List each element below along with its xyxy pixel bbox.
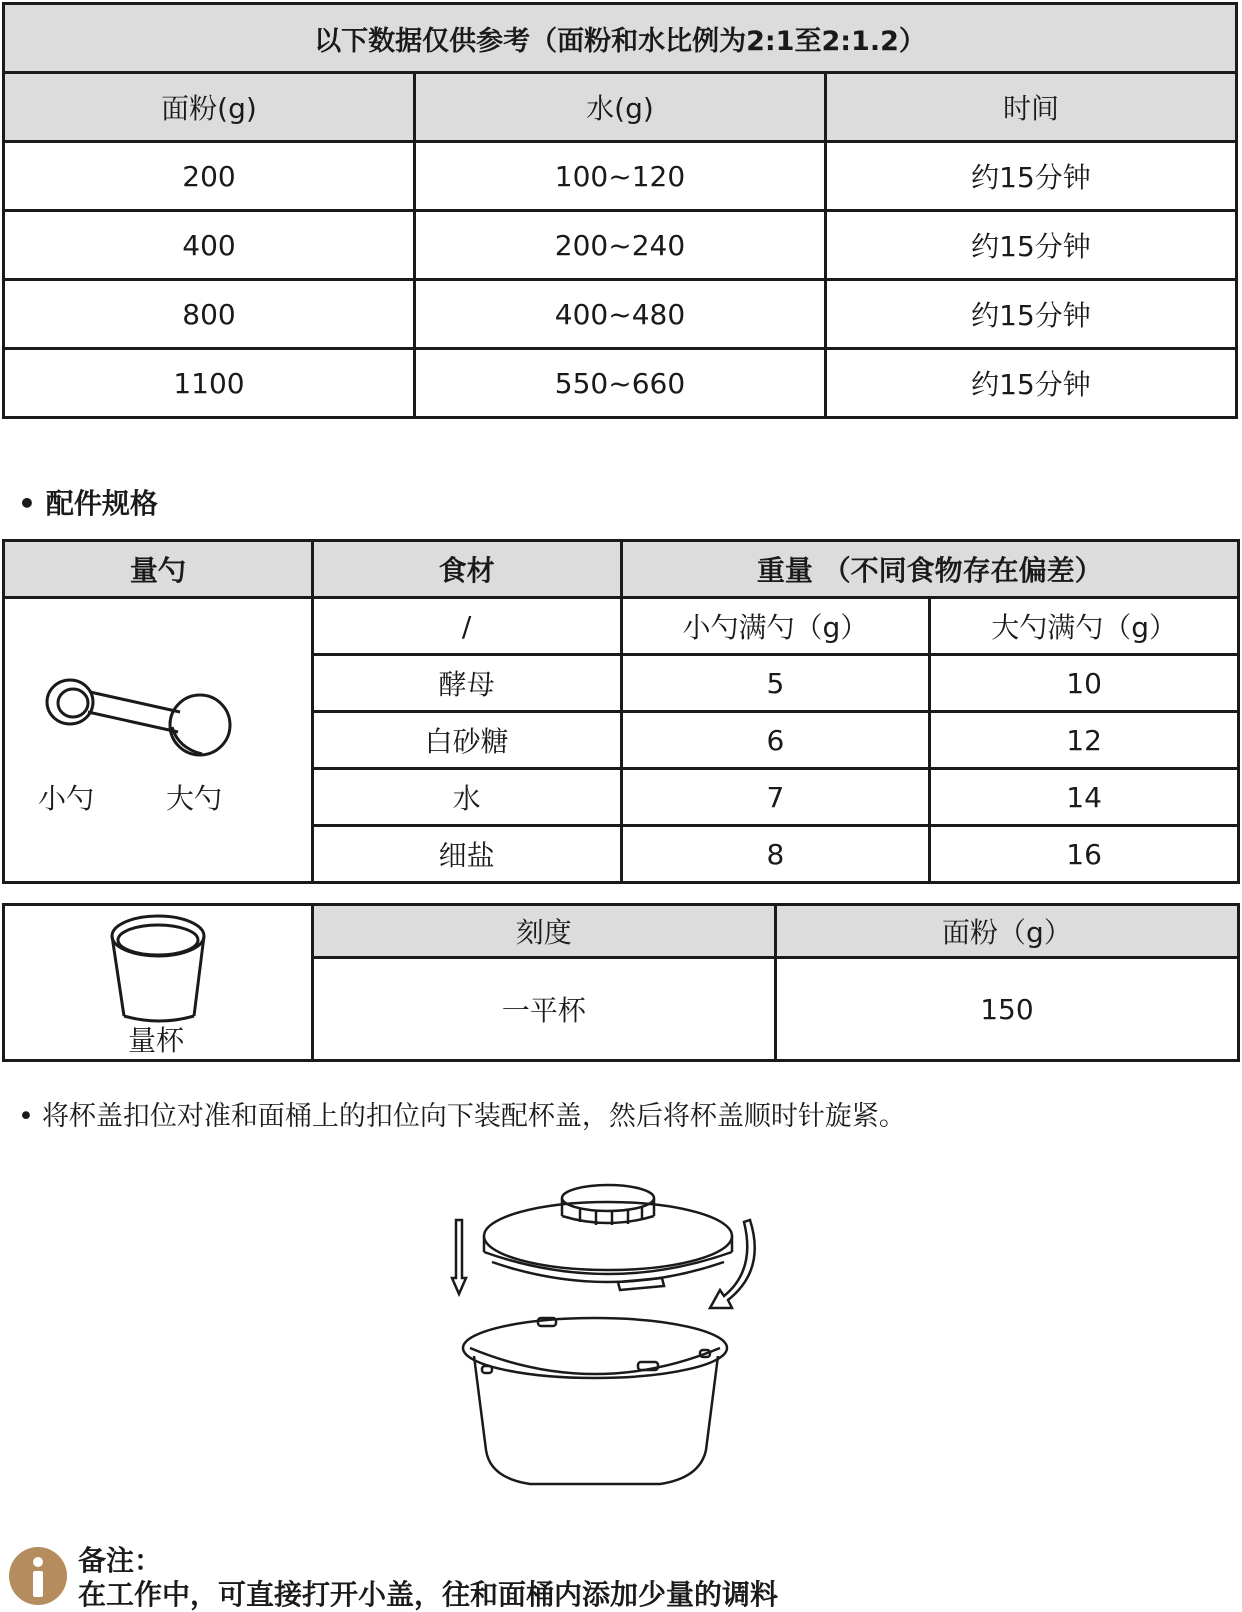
spoon-label-large: 大勺 [165,782,222,815]
cell-large: 16 [930,826,1239,883]
cell-flour: 200 [4,142,415,211]
column-header-scale: 刻度 [312,905,775,958]
cell-time: 约15分钟 [825,142,1236,211]
column-header-weight: 重量 （不同食物存在偏差） [621,541,1239,598]
column-header-spoon: 量勺 [4,541,313,598]
cell-flour: 800 [4,280,415,349]
measuring-cup-table [2,903,1240,1062]
cell-flour: 150 [775,958,1238,1061]
assembly-instruction [18,1094,906,1133]
spoon-table [2,539,1240,884]
cell-large: 12 [930,712,1239,769]
subheader-slash: / [312,598,621,655]
table-row [4,211,1237,280]
lid-assembly-illustration [450,1170,790,1510]
cell-ingredient: 细盐 [312,826,621,883]
remark-title: 备注： [78,1544,163,1577]
cell-ingredient: 水 [312,769,621,826]
subheader-large-spoon: 大勺满勺（g） [930,598,1239,655]
cell-small: 6 [621,712,930,769]
section-heading-accessories [18,482,158,522]
column-header-ingredient: 食材 [312,541,621,598]
cell-ingredient: 酵母 [312,655,621,712]
cell-large: 10 [930,655,1239,712]
spoon-illustration-cell [4,598,313,883]
cell-flour: 400 [4,211,415,280]
cup-illustration-cell [4,905,313,1061]
table-row [4,349,1237,418]
cell-time: 约15分钟 [825,349,1236,418]
spoon-label-small: 小勺 [37,782,94,815]
cell-large: 14 [930,769,1239,826]
subheader-small-spoon: 小勺满勺（g） [621,598,930,655]
column-header-flour: 面粉(g) [4,73,415,142]
instruction-text: 将杯盖扣位对准和面桶上的扣位向下装配杯盖，然后将杯盖顺时针旋紧。 [41,1101,906,1132]
bullet: • [18,1101,34,1132]
info-icon [8,1546,68,1606]
table-row [4,142,1237,211]
cell-water: 550~660 [414,349,825,418]
remark-note [78,1544,778,1612]
measuring-cup-icon [58,908,258,1058]
cell-water: 100~120 [414,142,825,211]
measuring-spoon-icon [28,650,288,830]
column-header-water: 水(g) [414,73,825,142]
flour-water-table [2,2,1238,419]
cell-ingredient: 白砂糖 [312,712,621,769]
cell-scale: 一平杯 [312,958,775,1061]
column-header-flour: 面粉（g） [775,905,1238,958]
remark-text: 在工作中，可直接打开小盖，往和面桶内添加少量的调料 [78,1578,779,1611]
cell-water: 400~480 [414,280,825,349]
down-arrow-icon [452,1220,466,1294]
cell-time: 约15分钟 [825,211,1236,280]
cell-water: 200~240 [414,211,825,280]
column-header-time: 时间 [825,73,1236,142]
table-title: 以下数据仅供参考（面粉和水比例为2:1至2:1.2） [4,4,1237,73]
cell-small: 8 [621,826,930,883]
cell-flour: 1100 [4,349,415,418]
cup-label: 量杯 [127,1023,184,1057]
table-row [4,280,1237,349]
bullet: • [18,487,36,520]
section-title: 配件规格 [45,487,158,520]
cell-time: 约15分钟 [825,280,1236,349]
cell-small: 5 [621,655,930,712]
cell-small: 7 [621,769,930,826]
